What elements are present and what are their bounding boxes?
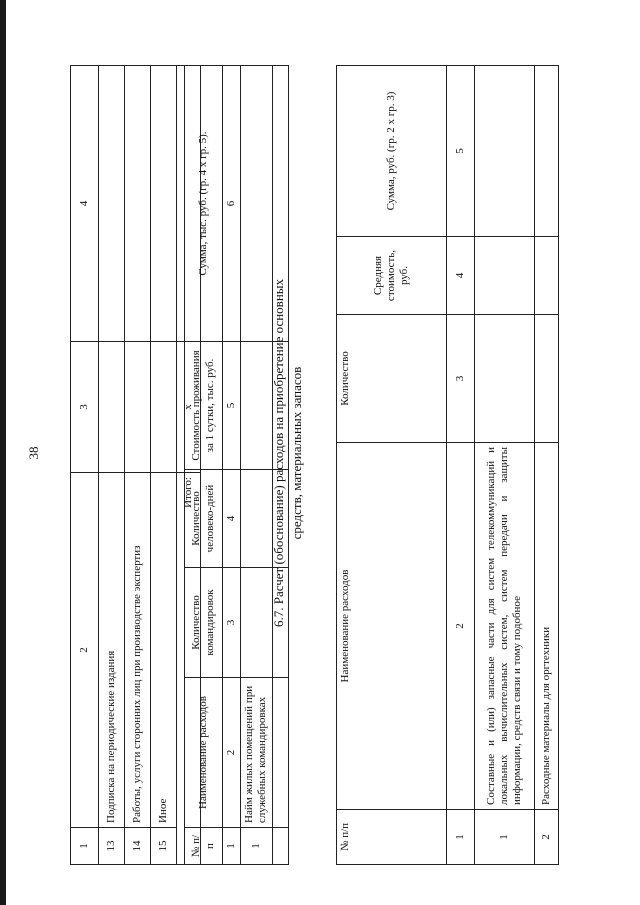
header-trips: Количество командировок [185,567,223,677]
row-cell [241,65,272,341]
row-name: Расходные материалы для оргтехники [535,442,559,809]
section-title-line2: средств, материальных запасов [289,366,305,539]
row-name: Найм жилых помещений при служебных командировках [241,677,272,827]
col-num-3: 3 [223,567,241,677]
row-cell [99,341,125,472]
col-num-2: 2 [223,677,241,827]
total-label: Итого: [177,472,201,864]
fixed-assets-table [336,65,559,865]
row-num: 13 [99,827,125,864]
header-daily-cost: Стоимость проживания за 1 сутки, тыс. руб. [185,341,223,469]
col-num-5: 5 [223,341,241,469]
total-x-mark: x [177,341,201,472]
row-num: 2 [535,809,559,864]
row-cell [241,341,272,469]
section-title [270,41,306,865]
col-num-1: 1 [223,827,241,864]
col-num-1: 1 [447,809,475,864]
header-sum: Сумма, руб. (гр. 2 х гр. 3) [337,65,447,236]
row-cell [535,314,559,442]
page-edge [0,0,6,905]
expenses-table-continued [70,65,201,865]
header-sum: Сумма, тыс. руб. (гр. 4 х гр. 5). [185,65,223,341]
col-num-5: 5 [447,65,475,236]
row-cell [475,65,535,236]
table-row [535,65,559,864]
table-col-numbers [447,65,475,864]
row-name: Иное [151,472,177,827]
row-name: Работы, услуги сторонних лиц при производстве экспертиз [125,472,151,827]
row-name: Подписка на периодические издания [99,472,125,827]
table-header-row [185,65,223,864]
col-num-2: 2 [71,472,99,827]
table-row [151,65,177,864]
col-num-3: 3 [447,314,475,442]
header-name: Наименование расходов [185,677,223,827]
table-col-numbers [71,65,99,864]
row-cell [475,314,535,442]
table-row [125,65,151,864]
table-row [99,65,125,864]
row-num: 1 [241,827,272,864]
col-num-2: 2 [447,442,475,809]
header-num: № п/п [185,827,223,864]
row-cell [241,469,272,567]
row-num: 1 [475,809,535,864]
table-row [475,65,535,864]
table-header-row [337,65,447,864]
header-num: № п/п [337,809,447,864]
header-avg-cost: Средняя стоимость, руб. [337,236,447,314]
row-cell [475,236,535,314]
col-num-4: 4 [447,236,475,314]
page-number: 38 [26,446,41,459]
row-cell [535,236,559,314]
row-cell [125,65,151,341]
row-num: 14 [125,827,151,864]
col-num-6: 6 [223,65,241,341]
col-num-1: 1 [71,827,99,864]
row-cell [241,567,272,677]
header-name: Наименование расходов [337,442,447,809]
col-num-3: 3 [71,341,99,472]
row-cell [535,65,559,236]
header-quantity: Количество [337,314,447,442]
row-name: Составные и (или) запасные части для систем телекоммуникаций и локальных вычислительных систем, систем передачи и защиты информации, средств связи и тому подобное [475,442,535,809]
table-row [241,65,272,864]
table-col-numbers [223,65,241,864]
row-num: 15 [151,827,177,864]
row-cell [125,341,151,472]
rotated-page [26,41,614,865]
row-cell [99,65,125,341]
row-cell [151,65,177,341]
col-num-4: 4 [223,469,241,567]
col-num-4: 4 [71,65,99,341]
header-person-days: Количество человеко-дней [185,469,223,567]
row-cell [151,341,177,472]
section-title-line1: 6.7. Расчет (обоснование) расходов на приобретение основных [271,278,286,627]
